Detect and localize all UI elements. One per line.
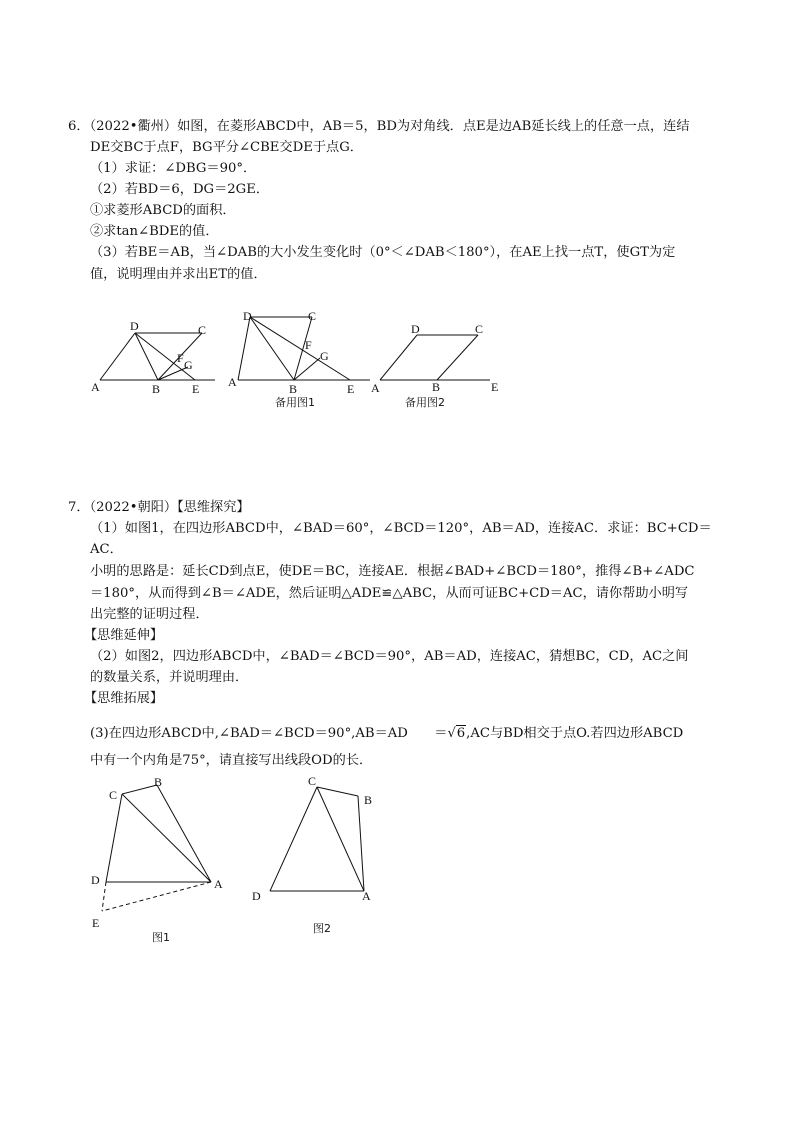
p6-part2-a: ①求菱形ABCD的面积． xyxy=(90,203,236,218)
p7-part1: （1）如图1，在四边形ABCD中，∠BAD＝60°，∠BCD＝120°，AB＝AD，连接AC．求证：BC+CD＝ xyxy=(90,521,712,536)
p7-figures xyxy=(80,770,400,945)
p6f1-label-B: B xyxy=(289,382,298,396)
p6f2-label-C: C xyxy=(475,322,484,336)
p6-header-cont: DE交BC于点F，BG平分∠CBE交DE于点G． xyxy=(90,140,363,155)
p6-part2-b: ②求tan∠BDE的值． xyxy=(90,224,219,239)
p7-caption-2: 图2 xyxy=(313,922,331,935)
p6-header: 6．（2022•衢州）如图，在菱形ABCD中，AB＝5，BD为对角线．点E是边AB延长线上的任意一点，连结 xyxy=(68,119,690,134)
p7f2-label-D: D xyxy=(252,889,261,903)
p6-caption-1: 备用图1 xyxy=(275,396,315,409)
p6f2-label-E: E xyxy=(491,380,499,394)
p7-idea3: 出完整的证明过程． xyxy=(90,607,209,622)
p7-section3: 【思维拓展】 xyxy=(84,691,164,706)
p6-label-E: E xyxy=(192,382,200,396)
p7f1-label-E: E xyxy=(92,916,100,930)
p6-part3: （3）若BE＝AB，当∠DAB的大小发生变化时（0°＜∠DAB＜180°），在AE上找一点T，使GT为定 xyxy=(90,245,676,260)
p6-figures xyxy=(80,305,520,415)
p6-part1: （1）求证：∠DBG＝90°． xyxy=(90,161,257,176)
p6f2-label-A: A xyxy=(371,381,380,395)
p7f1-label-B: B xyxy=(154,775,163,789)
p6-spare-figure-2 xyxy=(371,322,498,409)
p7-figure-2 xyxy=(252,774,372,935)
p7-part3-line xyxy=(90,725,683,743)
p6-part2: （2）若BD＝6，DG＝2GE． xyxy=(90,182,270,197)
p6-label-D: D xyxy=(130,319,139,333)
p7-header: 7．（2022•朝阳）【思维探究】 xyxy=(68,500,250,515)
p6f1-label-D: D xyxy=(243,309,252,323)
p7-figure-1 xyxy=(91,775,223,944)
p7-section2: 【思维延伸】 xyxy=(84,628,164,643)
p7-part1-cont: AC． xyxy=(90,542,123,557)
p7-idea2: ＝180°，从而得到∠B＝∠ADE，然后证明△ADE≌△ABC，从而可证BC+CD＝AC，请你帮助小明写 xyxy=(90,586,689,601)
p6-main-figure xyxy=(91,319,215,396)
p7-part3-eq: ＝ xyxy=(434,726,448,741)
p7f1-label-C: C xyxy=(109,788,118,802)
p7f1-label-A: A xyxy=(214,877,223,891)
p7f2-label-B: B xyxy=(364,793,373,807)
p6-label-G: G xyxy=(184,358,193,372)
p7-part3-b: ,AC与BD相交于点O.若四边形ABCD xyxy=(466,726,684,741)
p7f1-label-D: D xyxy=(91,873,100,887)
p6-part3-cont: 值，说明理由并求出ET的值． xyxy=(90,267,267,282)
p6-label-A: A xyxy=(91,380,100,394)
p6f2-label-D: D xyxy=(411,322,420,336)
p6-label-F: F xyxy=(177,351,184,365)
p7-part3-cont: 中有一个内角是75°，请直接写出线段OD的长． xyxy=(90,753,373,768)
p7-part3-sqrt: 6 xyxy=(456,726,466,741)
p7-part3-a: (3)在四边形ABCD中,∠BAD＝∠BCD＝90°,AB＝AD xyxy=(90,726,408,741)
p7-idea1: 小明的思路是：延长CD到点E，使DE＝BC，连接AE．根据∠BAD+∠BCD＝180°，推得∠B+∠ADC xyxy=(90,564,695,579)
p7f2-label-A: A xyxy=(362,889,371,903)
p7-caption-1: 图1 xyxy=(152,931,170,944)
p6f1-label-G: G xyxy=(320,349,329,363)
p7f2-label-C: C xyxy=(308,774,317,788)
p7-part2-cont: 的数量关系，并说明理由． xyxy=(90,670,249,685)
p6f1-label-F: F xyxy=(305,338,312,352)
p7-part2: （2）如图2，四边形ABCD中，∠BAD＝∠BCD＝90°，AB＝AD，连接AC，猜想BC，CD，AC之间 xyxy=(90,649,689,664)
p6f1-label-E: E xyxy=(347,382,355,396)
p6-spare-figure-1 xyxy=(228,309,370,409)
sqrt-expression: √6 xyxy=(447,726,466,741)
p6f2-label-B: B xyxy=(432,380,441,394)
p6-label-C: C xyxy=(198,323,207,337)
p6f1-label-C: C xyxy=(308,309,317,323)
p6f1-label-A: A xyxy=(228,375,237,389)
p6-label-B: B xyxy=(152,382,161,396)
p6-caption-2: 备用图2 xyxy=(405,396,445,409)
